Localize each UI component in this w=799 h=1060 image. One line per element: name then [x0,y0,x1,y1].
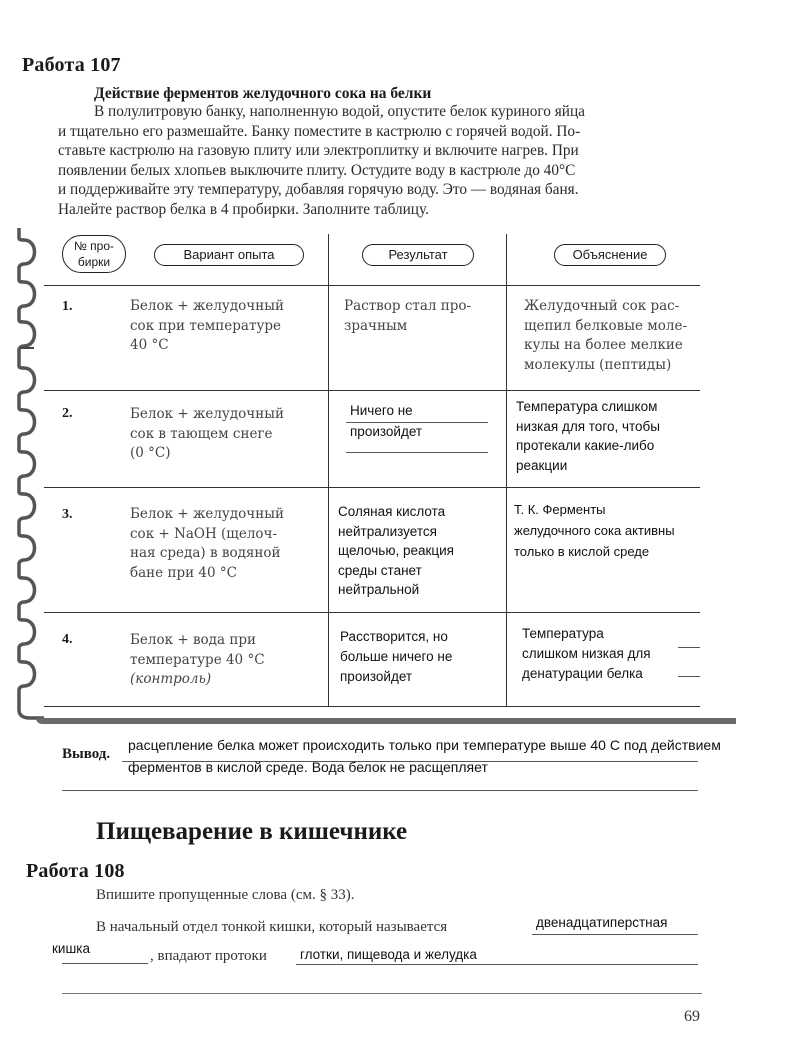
table-divider [328,234,329,706]
variant-cell [130,297,284,356]
explanation-answer[interactable] [522,624,651,684]
cell-line: (контроль) [130,671,212,687]
explanation-cell [524,297,687,375]
answer-line [678,647,700,648]
cell-line: только в кислой среде [514,544,650,559]
sentence-part-2: , впадают протоки [150,948,267,964]
cell-line: бане при 40 °С [130,564,237,581]
cell-line: Температура [522,626,604,641]
cell-line: Желудочный сок рас- [524,298,680,314]
cell-line: Раствор стал про- [344,298,472,314]
intro-line: ставьте кастрюлю на газовую плиту или электроплитку и включите нагрев. При [58,142,579,159]
cell-line: щелочью, реакция [338,543,454,558]
conclusion-answer-line-1[interactable]: расцепление белка может происходить только при температуре выше 40 С под действием [128,737,721,753]
intro-line: В полулитровую банку, наполненную водой, опустите белок куриного яйца [94,103,585,120]
cell-line: сок в тающем снеге [130,425,273,442]
row-number: 3. [62,507,73,522]
header-variant: Вариант опыта [154,244,304,266]
answer-1-continued[interactable]: кишка [52,941,90,956]
cell-line: ная среда) в водяной [130,545,281,561]
cell-line: молекулы (пептиды) [524,356,672,373]
cell-line: реакции [516,457,568,473]
header-tube-number [62,235,126,273]
work-108-instruction: Впишите пропущенные слова (см. § 33). [96,887,355,903]
table-header-rule [44,285,700,286]
cell-line: Температура слишком [516,399,658,414]
table-divider [506,234,507,706]
cell-line: 40 °С [130,337,169,353]
intro-line: и поддерживайте эту температуру, добавляя горячую воду. Это — водяная баня. [58,181,579,198]
answer-line [62,993,702,994]
cell-line: сок при температуре [130,317,282,334]
cell-line: Т. К. Ферменты [514,502,606,517]
answer-2[interactable]: глотки, пищевода и желудка [300,947,477,962]
cell-line: слишком низкая для [522,646,651,661]
table-row-rule [44,612,700,613]
header-result: Результат [362,244,474,266]
answer-line [532,934,698,935]
work-107-title: Работа 107 [22,54,121,76]
cell-line: нейтрализуется [338,523,437,539]
table-row-rule [44,706,700,707]
cell-line: Ничего не [350,403,413,418]
answer-line [346,422,488,423]
sentence-part-1: В начальный отдел тонкой кишки, который называется [96,919,448,935]
row-number: 1. [62,299,73,314]
conclusion-answer-line-2[interactable]: ферментов в кислой среде. Вода белок не расщепляет [128,759,488,775]
cell-line: зрачным [344,317,408,334]
cell-line: Соляная кислота [338,504,446,519]
cell-line: Белок + желудочный [130,506,284,522]
notebook-bottom-edge [36,718,736,724]
explanation-answer[interactable] [514,499,675,562]
cell-line: Белок + вода при [130,632,256,648]
cell-line: произойдет [340,669,413,684]
cell-line: температуре 40 °С [130,651,265,668]
page-number: 69 [684,1008,700,1025]
cell-line: кулы на более мелкие [524,337,683,353]
header-explanation: Объяснение [554,244,666,266]
cell-line: протекали какие-либо [516,438,655,453]
intro-line: и тщательно его размешайте. Банку поместите в кастрюлю с горячей водой. По- [58,122,581,140]
cell-line: среды станет [338,562,422,578]
work-107-subtitle: Действие ферментов желудочного сока на белки [94,85,432,102]
cell-line: Расстворится, но [340,629,448,644]
result-answer[interactable] [350,400,422,442]
answer-line [678,676,700,677]
answer-line [62,790,698,791]
cell-line: щепил белковые моле- [524,317,688,334]
variant-cell [130,505,284,583]
cell-line: Белок + желудочный [130,298,284,314]
cell-line: денатурации белка [522,666,643,681]
work-107-instructions [58,102,700,219]
result-answer[interactable] [340,627,452,687]
cell-line: произойдет [350,424,423,439]
row-number: 4. [62,632,73,647]
answer-line [62,963,148,964]
work-108-title: Работа 108 [26,860,125,882]
section-title: Пищеварение в кишечнике [96,818,408,845]
cell-line: желудочного сока активны [514,523,675,538]
answer-line [346,452,488,453]
result-answer[interactable] [338,502,454,600]
answer-line [296,964,698,965]
result-cell [344,297,471,336]
spiral-binding-icon [14,228,44,728]
variant-cell [130,405,284,464]
cell-line: больше ничего не [340,649,453,664]
table-row-rule [44,390,700,391]
intro-line: Налейте раствор белка в 4 пробирки. Заполните таблицу. [58,200,429,218]
table-row-rule [44,487,700,488]
conclusion-label: Вывод. [62,746,111,762]
cell-line: Белок + желудочный [130,406,284,422]
header-tube-number-line: № про- [73,239,115,253]
cell-line: низкая для того, чтобы [516,418,660,434]
row-number: 2. [62,406,73,421]
variant-cell [130,631,265,690]
answer-1[interactable]: двенадцатиперстная [536,915,668,930]
cell-line: (0 °С) [130,445,171,461]
explanation-answer[interactable] [516,397,660,475]
cell-line: сок + NaOH (щелоч- [130,525,278,542]
cell-line: нейтральной [338,582,420,597]
header-tube-number-line: бирки [77,255,111,269]
intro-line: появлении белых хлопьев выключите плиту. Остудите воду в кастрюле до 40°С [58,161,576,179]
